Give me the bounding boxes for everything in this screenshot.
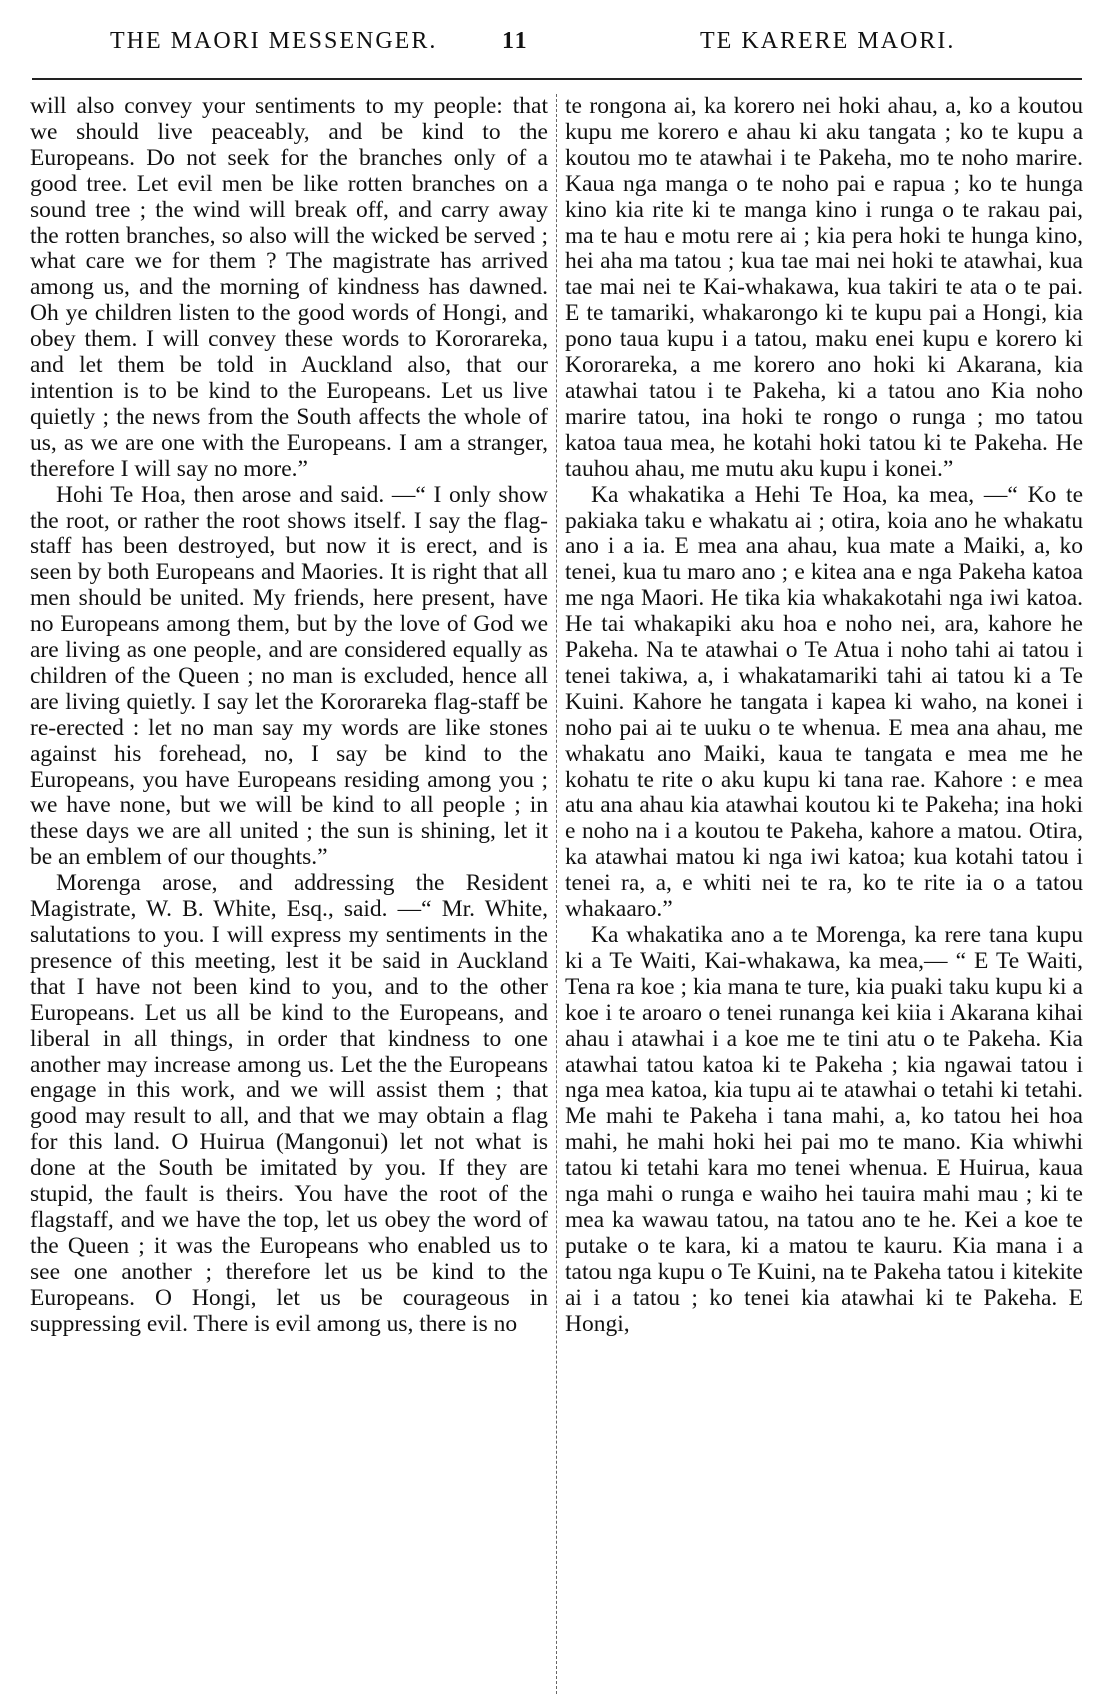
english-column [30,94,548,1338]
newspaper-page [22,28,1092,1688]
maori-paragraph-2: Ka whakatika a Hehi Te Hoa, ka mea, —“ Ko te pakiaka taku e whakatu ai ; otira, koia ano he whakatu ano i a ia. E mea ana ahau, kua mate a Maiki, a, ko tenei, kua tu maro ano ; e kitea ana e nga Pakeha katoa me nga Maori. He tika kia whakakotahi nga iwi katoa. He tai whakapiki aku hoa e noho nei, ara, kahore he Pakeha. Na te atawhai o Te Atua i noho tahi ai tatou i tenei takiwa, a, i whakatamariki tahi ai tatou ki a Te Kuini. Kahore he tangata i kapea ki waho, na konei i noho pai ai te uuku o te whenua. E mea ana ahau, me whakatu ano Maiki, kaua te tangata e mea me he kohatu te rite o aku kupu ki tana rae. Kahore : e mea atu ana ahau kia atawhai koutou ki te Pakeha; ina hoki e noho na i a koutou te Pakeha, kahore a matou. Otira, ka atawhai matou ki nga iwi katoa; kua kotahi tatou i tenei ra, a, e whiti nei te ra, ko te rite ia o a tatou whakaaro.” [565,481,1083,923]
english-masthead-title: THE MAORI MESSENGER. [110,28,438,54]
english-paragraph-1: will also convey your sentiments to my people: that we should live peaceably, and be kind to the Europeans. Do not seek for the branches only of a good tree. Let evil men be like rotten branches on a sound tree ; the wind will break off, and carry away the rotten branches, so also will the wicked be served ; what care we for them ? The magistrate has arrived among us, and the morning of kindness has dawned. Oh ye children listen to the good words of Hongi, and obey them. I will convey these words to Kororareka, and let them be told in Auckland also, that our intention is to be kind to the Europeans. Let us live quietly ; the news from the South affects the whole of us, as we are one with the Europeans. I am a stranger, therefore I will say no more.” [30,93,548,482]
english-paragraph-3: Morenga arose, and addressing the Resident Magistrate, W. B. White, Esq., said. —“ Mr. White, salutations to you. I will express my sentiments in the presence of this meeting, lest it be said in Auckland that I have not been kind to you, and to the other Europeans. Let us all be kind to the Europeans, and liberal in all things, in order that kindness to one another may increase among us. Let the the Europeans engage in this work, and we will assist them ; that good may result to all, and that we may obtain a flag for this land. O Huirua (Mangonui) let not what is done at the South be imitated by you. If they are stupid, the fault is theirs. You have the root of the flagstaff, and we have the top, let us obey the word of the Queen ; it was the Europeans who enabled us to see one another ; therefore let us be kind to the Europeans. O Hongi, let us be courageous in suppressing evil. There is evil among us, there is no [30,870,548,1337]
maori-column [565,94,1083,1338]
maori-paragraph-1: te rongona ai, ka korero nei hoki ahau, a, ko a koutou kupu me korero e ahau ki aku tangata ; ko te kupu a koutou mo te atawhai i te Pakeha, mo te noho marire. Kaua nga manga o te noho pai e rapua ; ko te hunga kino kia rite ki te manga kino i runga o te rakau pai, ma te hau e motu rere ai ; kia pera hoki te hunga kino, hei aha ma tatou ; kua tae mai nei hoki te atawhai, kua tae mai nei te Kai-whakawa, kua takiri te ata o te pai. E te tamariki, whakarongo ki te kupu pai a Hongi, kia pono taua kupu i a tatou, maku enei kupu e korero ki Kororareka, a me korero ano hoki ki Akarana, kia atawhai tatou i te Pakeha, ki a tatou ano Kia noho marire tatou, ina hoki te rongo o runga ; mo tatou katoa taua mea, he kotahi hoki tatou ki te Pakeha. He tauhou ahau, me mutu aku kupu i konei.” [565,93,1083,482]
english-paragraph-2: Hohi Te Hoa, then arose and said. —“ I only show the root, or rather the root shows itself. I say the flag-staff has been destroyed, but now it is erect, and is seen by both Europeans and Maories. It is right that all men should be united. My friends, here present, have no Europeans among them, but by the love of God we are living as one people, and are considered equally as children of the Queen ; no man is excluded, hence all are living quietly. I say let the Kororareka flag-staff be re-erected : let no man say my words are like stones against his forehead, no, I say be kind to the Europeans, you have Europeans residing among you ; we have none, but we will be kind to all people ; in these days we are all united ; the sun is shining, let it be an emblem of our thoughts.” [30,481,548,871]
maori-masthead-title: TE KARERE MAORI. [700,28,956,54]
column-divider [556,94,557,1694]
running-head [22,28,1092,64]
page-number: 11 [502,28,529,54]
maori-paragraph-3: Ka whakatika ano a te Morenga, ka rere tana kupu ki a Te Waiti, Kai-whakawa, ka mea,— “ E Te Waiti, Tena ra koe ; kia mana te ture, kia puaki taku kupu ki a koe i te aroaro o tenei runanga kei kiia i Akarana kihai ahau i atawhai i a koe me te tini atu o te Pakeha. Kia atawhai tatou katoa ki te Pakeha ; kia ngawai tatou i nga mea katoa, kia tupu ai te atawhai o tetahi ki tetahi. Me mahi te Pakeha i tana mahi, a, ko tatou hei hoa mahi, he mahi hoki hei pai mo te mano. Kia whiwhi tatou ki tetahi kara mo tenei whenua. E Huirua, kaua nga mahi o runga e waiho hei tauira mahi mau ; ki te mea ka wawau tatou, na tatou ano te he. Kei a koe te putake o te kara, ki a matou te kauru. Kia mana i a tatou nga kupu o Te Kuini, na te Pakeha tatou i kitekite ai i a tatou ; ko tenei kia atawhai ki te Pakeha. E Hongi, [565,922,1083,1337]
header-rule [32,78,1082,80]
